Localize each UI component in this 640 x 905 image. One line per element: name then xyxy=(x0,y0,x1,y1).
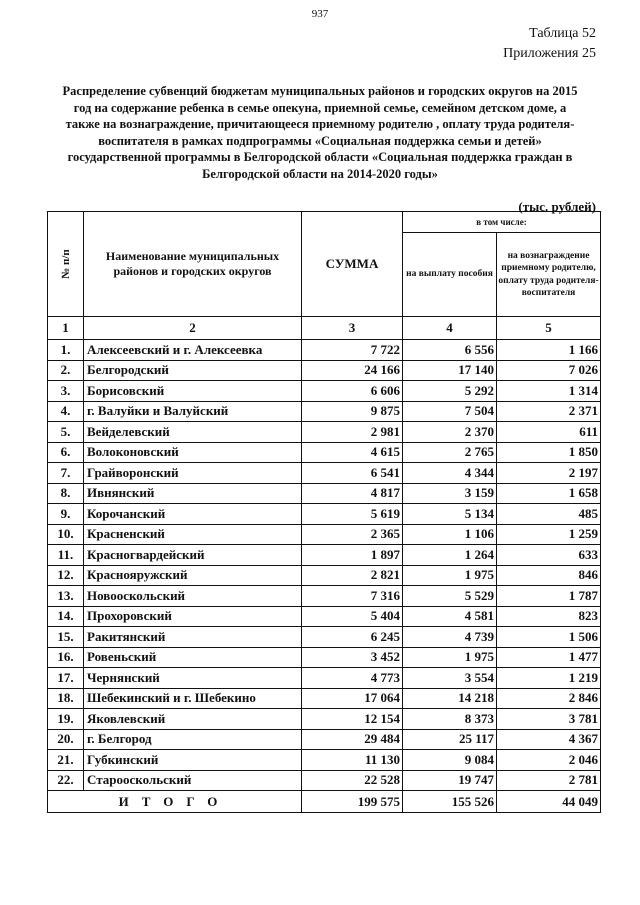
table-label: Таблица 52 xyxy=(529,26,596,41)
table-row xyxy=(48,360,601,381)
row-remuneration: 1 477 xyxy=(497,647,601,668)
row-remuneration: 7 026 xyxy=(497,360,601,381)
row-allowance: 9 084 xyxy=(403,750,497,771)
row-allowance: 6 556 xyxy=(403,340,497,361)
row-number: 11. xyxy=(48,545,84,566)
title-line: Распределение субвенций бюджетам муниципальных районов и городских округов на 2015 xyxy=(62,84,578,98)
header-sum: СУММА xyxy=(302,212,403,317)
row-number: 13. xyxy=(48,586,84,607)
row-sum: 24 166 xyxy=(302,360,403,381)
row-allowance: 7 504 xyxy=(403,401,497,422)
district-name: Красненский xyxy=(84,524,302,545)
row-number: 12. xyxy=(48,565,84,586)
row-remuneration: 1 658 xyxy=(497,483,601,504)
header-including: в том числе: xyxy=(403,212,601,233)
row-number: 5. xyxy=(48,422,84,443)
row-number: 4. xyxy=(48,401,84,422)
row-sum: 17 064 xyxy=(302,688,403,709)
district-name: Красногвардейский xyxy=(84,545,302,566)
district-name: Ракитянский xyxy=(84,627,302,648)
district-name: Ивнянский xyxy=(84,483,302,504)
district-name: Грайворонский xyxy=(84,463,302,484)
row-number: 3. xyxy=(48,381,84,402)
row-number: 14. xyxy=(48,606,84,627)
row-sum: 1 897 xyxy=(302,545,403,566)
total-allowance: 155 526 xyxy=(403,791,497,813)
row-remuneration: 2 371 xyxy=(497,401,601,422)
table-row xyxy=(48,729,601,750)
row-allowance: 4 344 xyxy=(403,463,497,484)
title-line: государственной программы в Белгородской области «Социальная поддержка граждан в xyxy=(67,150,573,164)
row-number: 17. xyxy=(48,668,84,689)
district-name: Ровеньский xyxy=(84,647,302,668)
row-allowance: 1 106 xyxy=(403,524,497,545)
row-number: 1. xyxy=(48,340,84,361)
district-name: Корочанский xyxy=(84,504,302,525)
row-allowance: 14 218 xyxy=(403,688,497,709)
header-allowance: на выплату пособия xyxy=(403,233,497,317)
table-row xyxy=(48,565,601,586)
column-number: 5 xyxy=(497,317,601,340)
row-sum: 6 541 xyxy=(302,463,403,484)
row-number: 16. xyxy=(48,647,84,668)
row-sum: 6 606 xyxy=(302,381,403,402)
row-sum: 29 484 xyxy=(302,729,403,750)
row-sum: 5 404 xyxy=(302,606,403,627)
row-allowance: 8 373 xyxy=(403,709,497,730)
row-number: 10. xyxy=(48,524,84,545)
row-allowance: 5 134 xyxy=(403,504,497,525)
row-number: 19. xyxy=(48,709,84,730)
column-number: 4 xyxy=(403,317,497,340)
column-numbers-row xyxy=(48,317,601,340)
table-row xyxy=(48,647,601,668)
row-sum: 4 773 xyxy=(302,668,403,689)
district-name: Алексеевский и г. Алексеевка xyxy=(84,340,302,361)
district-name: Вейделевский xyxy=(84,422,302,443)
district-name: г. Белгород xyxy=(84,729,302,750)
total-sum: 199 575 xyxy=(302,791,403,813)
table-row xyxy=(48,483,601,504)
table-body xyxy=(48,340,601,791)
row-remuneration: 2 197 xyxy=(497,463,601,484)
row-sum: 2 821 xyxy=(302,565,403,586)
table-row xyxy=(48,668,601,689)
district-name: Волоконовский xyxy=(84,442,302,463)
district-name: Яковлевский xyxy=(84,709,302,730)
district-name: Губкинский xyxy=(84,750,302,771)
column-number: 1 xyxy=(48,317,84,340)
row-number: 15. xyxy=(48,627,84,648)
row-number: 7. xyxy=(48,463,84,484)
row-remuneration: 1 787 xyxy=(497,586,601,607)
row-number: 9. xyxy=(48,504,84,525)
row-remuneration: 1 219 xyxy=(497,668,601,689)
row-remuneration: 1 850 xyxy=(497,442,601,463)
units-label: (тыс. рублей) xyxy=(518,199,596,214)
table-row xyxy=(48,770,601,791)
table-row xyxy=(48,524,601,545)
table-row xyxy=(48,463,601,484)
row-number: 8. xyxy=(48,483,84,504)
row-remuneration: 611 xyxy=(497,422,601,443)
row-remuneration: 1 506 xyxy=(497,627,601,648)
row-number: 2. xyxy=(48,360,84,381)
row-sum: 7 722 xyxy=(302,340,403,361)
row-sum: 9 875 xyxy=(302,401,403,422)
title-line: Белгородской области на 2014-2020 годы» xyxy=(202,166,438,181)
table-row xyxy=(48,627,601,648)
district-name: Старооскольский xyxy=(84,770,302,791)
row-sum: 22 528 xyxy=(302,770,403,791)
row-remuneration: 3 781 xyxy=(497,709,601,730)
district-name: Борисовский xyxy=(84,381,302,402)
district-name: Чернянский xyxy=(84,668,302,689)
row-remuneration: 823 xyxy=(497,606,601,627)
table-row xyxy=(48,381,601,402)
row-allowance: 5 292 xyxy=(403,381,497,402)
header-name: Наименование муниципальных районов и городских округов xyxy=(84,212,302,317)
row-allowance: 19 747 xyxy=(403,770,497,791)
title-line: воспитателя в рамках подпрограммы «Социальная поддержка семьи и детей» xyxy=(98,133,542,148)
row-allowance: 3 554 xyxy=(403,668,497,689)
column-number: 2 xyxy=(84,317,302,340)
row-sum: 2 981 xyxy=(302,422,403,443)
row-allowance: 25 117 xyxy=(403,729,497,750)
row-allowance: 17 140 xyxy=(403,360,497,381)
row-remuneration: 846 xyxy=(497,565,601,586)
district-name: Белгородский xyxy=(84,360,302,381)
table-row xyxy=(48,586,601,607)
row-remuneration: 485 xyxy=(497,504,601,525)
document-title xyxy=(40,83,600,182)
header-number: № п/п xyxy=(48,212,84,317)
row-allowance: 4 739 xyxy=(403,627,497,648)
row-remuneration: 4 367 xyxy=(497,729,601,750)
row-number: 20. xyxy=(48,729,84,750)
row-allowance: 2 765 xyxy=(403,442,497,463)
district-name: г. Валуйки и Валуйский xyxy=(84,401,302,422)
district-name: Шебекинский и г. Шебекино xyxy=(84,688,302,709)
row-allowance: 1 975 xyxy=(403,565,497,586)
table-row xyxy=(48,709,601,730)
row-sum: 4 615 xyxy=(302,442,403,463)
row-sum: 11 130 xyxy=(302,750,403,771)
row-allowance: 4 581 xyxy=(403,606,497,627)
row-allowance: 1 264 xyxy=(403,545,497,566)
row-remuneration: 1 259 xyxy=(497,524,601,545)
subsidy-table xyxy=(47,211,601,813)
row-sum: 12 154 xyxy=(302,709,403,730)
column-number: 3 xyxy=(302,317,403,340)
title-line: год на содержание ребенка в семье опекуна, приемной семье, семейном детском доме, а xyxy=(73,100,567,115)
header-remuneration: на вознаграждение приемному родителю, оплату труда родителя-воспитателя xyxy=(497,233,601,317)
row-sum: 4 817 xyxy=(302,483,403,504)
total-row xyxy=(48,791,601,813)
title-line: также на вознаграждение, причитающееся приемному родителю , оплату труда родителя- xyxy=(65,117,575,131)
table-row xyxy=(48,688,601,709)
table-row xyxy=(48,442,601,463)
table-row xyxy=(48,504,601,525)
district-name: Краснояружский xyxy=(84,565,302,586)
row-remuneration: 1 314 xyxy=(497,381,601,402)
page-number: 937 xyxy=(311,8,329,20)
row-sum: 5 619 xyxy=(302,504,403,525)
table-row xyxy=(48,750,601,771)
table-row xyxy=(48,606,601,627)
total-label: ИТОГО xyxy=(48,791,302,813)
row-allowance: 5 529 xyxy=(403,586,497,607)
row-number: 6. xyxy=(48,442,84,463)
row-sum: 7 316 xyxy=(302,586,403,607)
appendix-label: Приложения 25 xyxy=(503,46,596,61)
row-sum: 3 452 xyxy=(302,647,403,668)
row-allowance: 1 975 xyxy=(403,647,497,668)
row-remuneration: 1 166 xyxy=(497,340,601,361)
table-row xyxy=(48,545,601,566)
table-row xyxy=(48,340,601,361)
row-remuneration: 2 781 xyxy=(497,770,601,791)
row-remuneration: 633 xyxy=(497,545,601,566)
row-remuneration: 2 846 xyxy=(497,688,601,709)
table-row xyxy=(48,401,601,422)
row-number: 18. xyxy=(48,688,84,709)
row-number: 22. xyxy=(48,770,84,791)
district-name: Прохоровский xyxy=(84,606,302,627)
total-remuneration: 44 049 xyxy=(497,791,601,813)
row-sum: 2 365 xyxy=(302,524,403,545)
row-sum: 6 245 xyxy=(302,627,403,648)
row-remuneration: 2 046 xyxy=(497,750,601,771)
table-row xyxy=(48,422,601,443)
row-allowance: 3 159 xyxy=(403,483,497,504)
row-number: 21. xyxy=(48,750,84,771)
district-name: Новооскольский xyxy=(84,586,302,607)
row-allowance: 2 370 xyxy=(403,422,497,443)
